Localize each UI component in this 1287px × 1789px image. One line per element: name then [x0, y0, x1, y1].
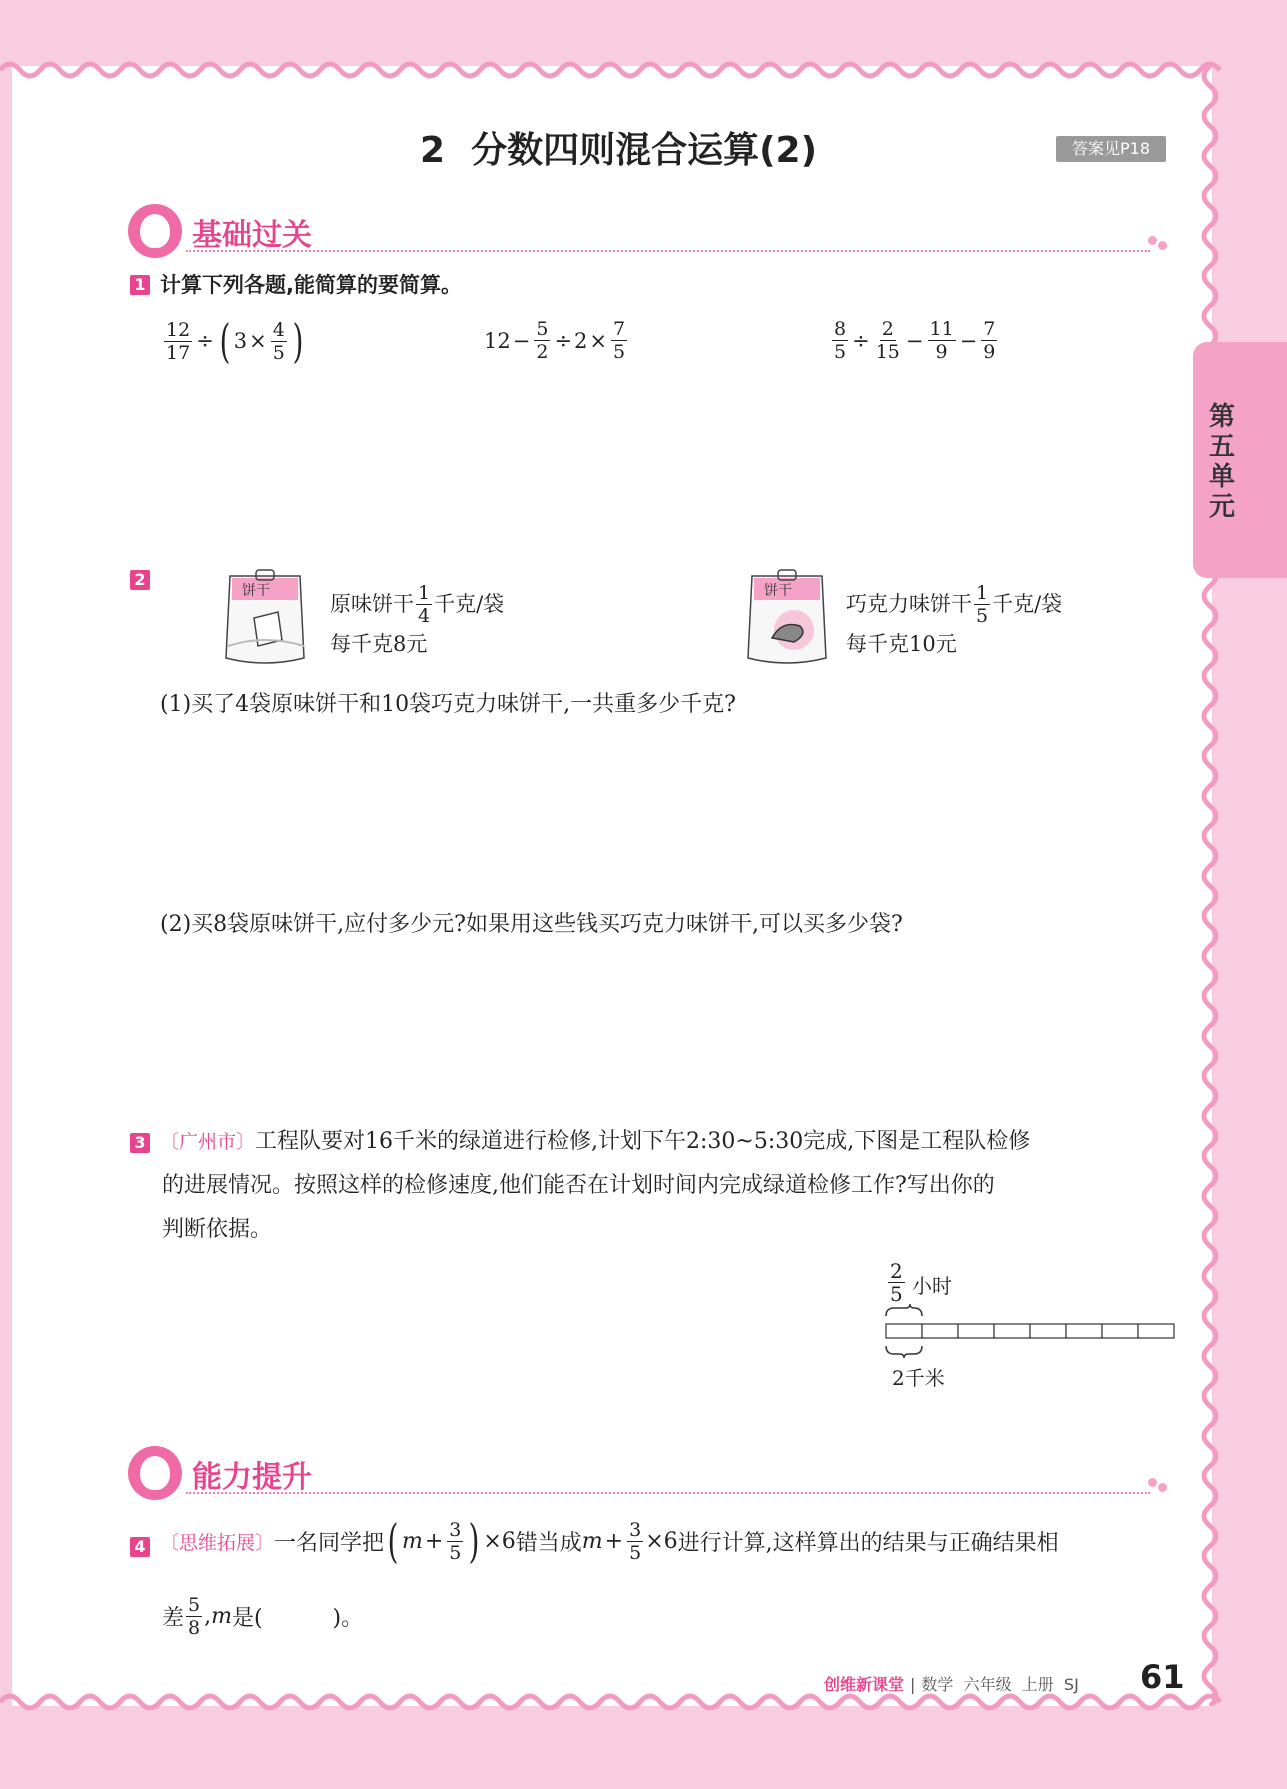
progress-diagram — [870, 1258, 1190, 1388]
page-number: 61 — [1140, 1658, 1185, 1696]
question-4-line-1: 〔思维拓展〕 一名同学把 ( m + $\frac{3}{5}$ ) ×6 错当成 m + $\frac{3}{5}$ ×6 进行计算,这样算出的结果与正确结果相 — [160, 1514, 1059, 1568]
diagram-segment — [1138, 1324, 1174, 1338]
decorative-dots-icon — [1148, 236, 1172, 248]
bag-1-label: 饼干 — [242, 583, 270, 599]
diagram-distance-label: 2千米 — [892, 1366, 945, 1390]
question-3-number: 3 — [130, 1133, 150, 1153]
section-basic-label: 基础过关 — [192, 218, 312, 253]
footer-series: 创维新课堂 | 数学 六年级 上册 SJ — [824, 1675, 1079, 1694]
mascot-icon — [128, 1446, 182, 1500]
diagram-time-fraction: $\frac{2}{5}$ — [890, 1259, 903, 1306]
question-3-tag: 〔广州市〕 — [160, 1131, 256, 1153]
top-wave-border — [0, 52, 1287, 82]
question-2-part-1: (1)买了4袋原味饼干和10袋巧克力味饼干,一共重多少千克? — [160, 692, 736, 717]
footer-book-info: 数学 六年级 上册 SJ — [921, 1675, 1079, 1694]
page-title — [420, 122, 817, 173]
diagram-segment — [922, 1324, 958, 1338]
question-4-number: 4 — [130, 1537, 150, 1557]
question-2-part-2: (2)买8袋原味饼干,应付多少元?如果用这些钱买巧克力味饼干,可以买多少袋? — [160, 912, 903, 937]
bag-1-info: 原味饼干 $\frac{1}{4}$ 千克/袋 每千克8元 — [330, 581, 505, 656]
section-divider — [186, 1492, 1150, 1494]
bottom-wave-border — [0, 1688, 1287, 1718]
diagram-time-unit: 小时 — [912, 1274, 952, 1298]
question-1-number: 1 — [130, 275, 150, 295]
q1-expression-c: $\frac{8}{5}$ ÷ $\frac{2}{15}$ − $\frac{11}{9}$ − $\frac{7}{9}$ — [834, 318, 996, 363]
diagram-segment — [886, 1324, 922, 1338]
unit-side-tab-label: 第五单元 — [1208, 402, 1235, 522]
diagram-segment — [958, 1324, 994, 1338]
diagram-segment — [1030, 1324, 1066, 1338]
diagram-segment — [1102, 1324, 1138, 1338]
section-advanced-label: 能力提升 — [192, 1460, 312, 1495]
q1-expression-a: $\frac{12}{17}$ ÷ ( 3 × $\frac{4}{5}$ ) — [166, 314, 304, 368]
bag-2-info: 巧克力味饼干 $\frac{1}{5}$ 千克/袋 每千克10元 — [846, 581, 1063, 656]
question-2-number: 2 — [130, 570, 150, 590]
mascot-icon — [128, 204, 182, 258]
footer-brand-name: 创维新课堂 — [824, 1675, 905, 1694]
question-1-prompt: 计算下列各题,能简算的要简算。 — [160, 273, 462, 297]
answer-reference: 答案见P18 — [1056, 136, 1166, 162]
question-3-text: 〔广州市〕工程队要对16千米的绿道进行检修,计划下午2:30~5:30完成,下图是工程队检修 的进展情况。按照这样的检修速度,他们能否在计划时间内完成绿道检修工作?写出你的 判断依据。 — [160, 1129, 1031, 1242]
question-4-tag: 〔思维拓展〕 — [160, 1531, 275, 1554]
bag-2-label: 饼干 — [764, 583, 792, 599]
diagram-segment — [1066, 1324, 1102, 1338]
lesson-title: 分数四则混合运算(2) — [471, 130, 818, 171]
section-divider — [186, 250, 1150, 252]
diagram-segment — [994, 1324, 1030, 1338]
decorative-dots-icon — [1148, 1478, 1172, 1490]
question-4-line-2: 差 $\frac{5}{8}$ , m 是( )。 — [162, 1594, 364, 1639]
q1-expression-b: 12 − $\frac{5}{2}$ ÷ 2 × $\frac{7}{5}$ — [484, 318, 626, 363]
right-wave-border — [1196, 66, 1226, 1706]
lesson-number: 2 — [420, 130, 446, 171]
